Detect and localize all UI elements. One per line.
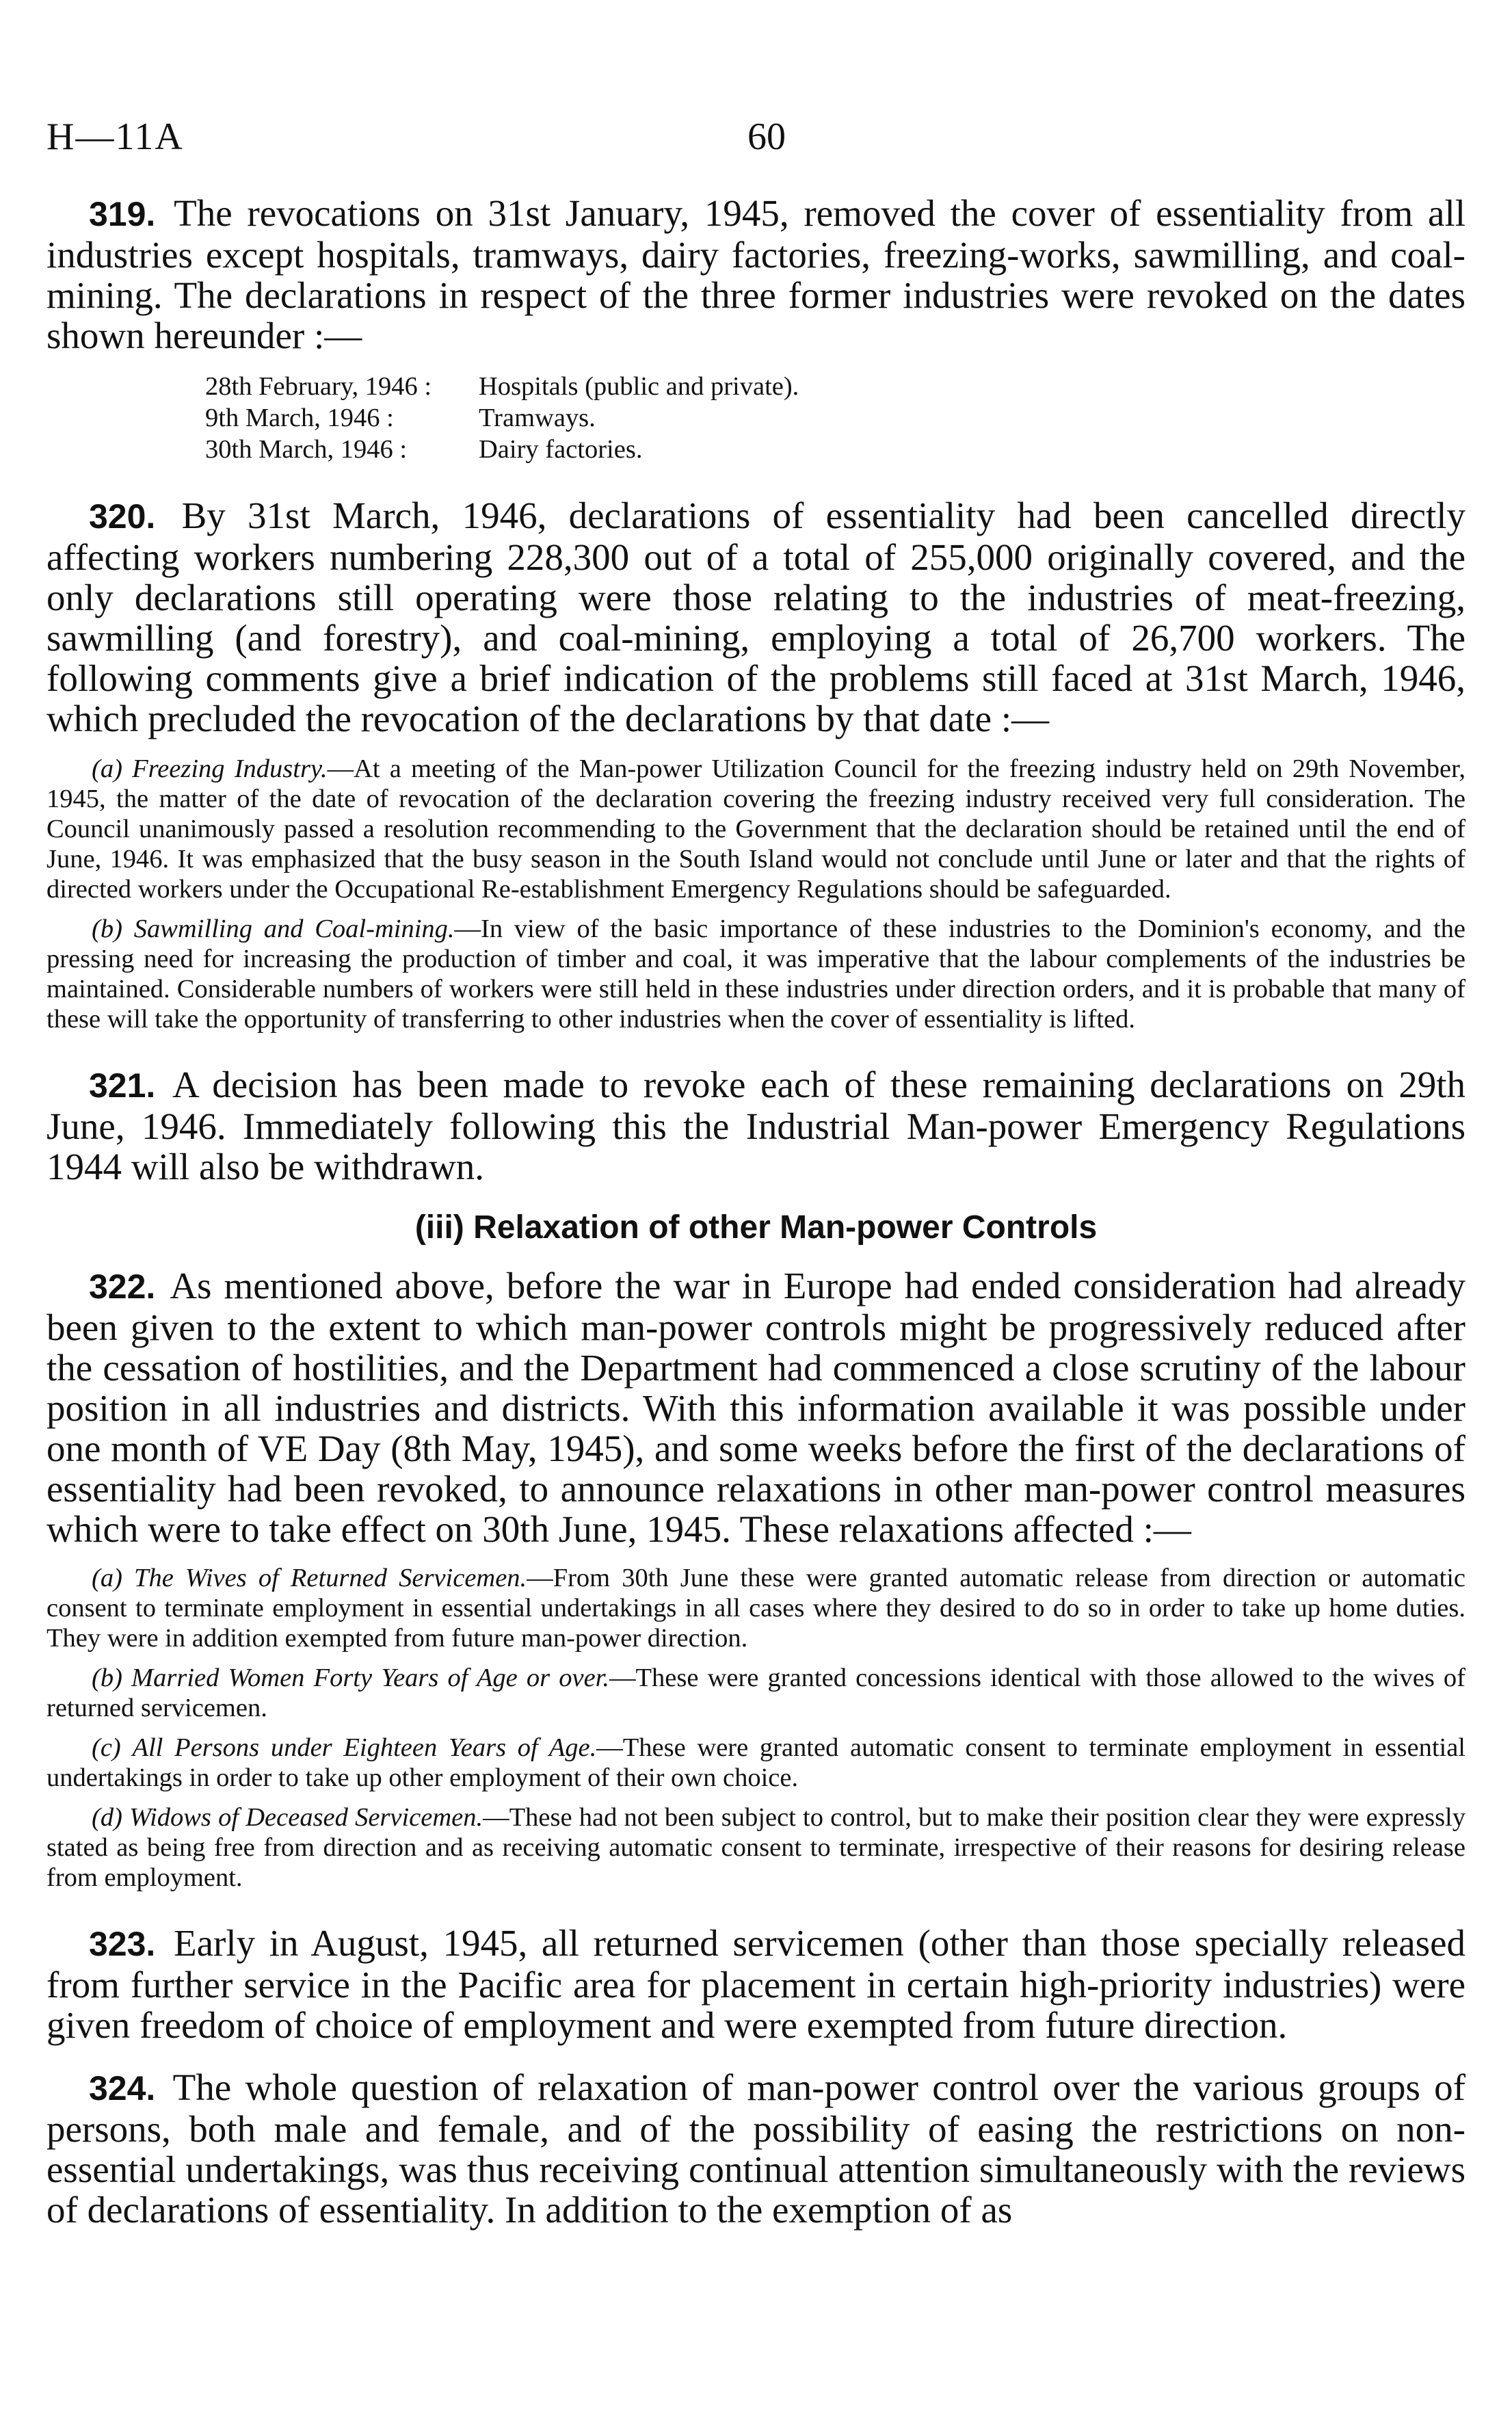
- paragraph-320: [47, 495, 1465, 739]
- paragraph-number: 321.: [89, 1066, 156, 1105]
- paragraph-number: 320.: [89, 497, 156, 536]
- subparagraph-322b: [47, 1663, 1465, 1723]
- subparagraph-320a: [47, 754, 1465, 904]
- page-header: [47, 115, 1469, 170]
- subparagraph-text: —From 30th June these were granted automatic release from direction or automatic consent to terminate employment in essential undertakings in all cases where they desired to do so in order to take up home duties. They were in addition exempted from future man-power direction.: [47, 1564, 1466, 1653]
- revocation-dates-list: [205, 371, 1465, 465]
- paragraph-number: 323.: [89, 1925, 156, 1963]
- paragraph-text: As mentioned above, before the war in Europe had ended consideration had already been given to the extent to which man-power controls might be progressively reduced after the cessation of hostilities, and the Department had commenced a close scrutiny of the labour position in all industries and districts. With this information available it was possible under one month of VE Day (8th May, 1945), and some weeks before the first of the declarations of essentiality had been revoked, to announce relaxations in other man-power control measures which were to take effect on 30th June, 1945. These relaxations affected :—: [47, 1265, 1465, 1550]
- list-item: [205, 371, 1465, 402]
- subparagraph-text: —These had not been subject to control, but to make their position clear they were expressly stated as being free from direction and as receiving automatic consent to terminate, irrespective of their reasons for desiring release from employment.: [47, 1803, 1466, 1892]
- subparagraph-label: (d): [92, 1803, 122, 1832]
- subparagraph-text: —These were granted automatic consent to terminate employment in essential undertakings in order to take up other employment of their own choice.: [47, 1733, 1466, 1792]
- paragraph-324: [47, 2067, 1465, 2230]
- list-item-date: 9th March, 1946 :: [205, 404, 394, 432]
- paragraph-321: [47, 1064, 1465, 1187]
- list-item-date: 30th March, 1946 :: [205, 435, 408, 464]
- paragraph-text: A decision has been made to revoke each of these remaining declarations on 29th June, 1946. Immediately following this the Industrial Man-power Emergency Regulations 1944 will also be withdrawn.: [47, 1064, 1466, 1187]
- paragraph-text: By 31st March, 1946, declarations of essentiality had been cancelled directly affecting workers numbering 228,300 out of a total of 255,000 originally covered, and the only declarations still operating were those relating to the industries of meat-freezing, sawmilling (and forestry), and coal-mining, employing a total of 26,700 workers. The following comments give a brief indication of the problems still faced at 31st March, 1946, which precluded the revocation of the declarations by that date :—: [47, 495, 1466, 739]
- subparagraph-322d: [47, 1802, 1465, 1893]
- subparagraph-title: The Wives of Returned Servicemen.: [134, 1564, 527, 1592]
- page-number: 60: [747, 116, 786, 158]
- paragraph-number: 319.: [89, 195, 156, 233]
- paragraph-text: The whole question of relaxation of man-power control over the various groups of persons, both male and female, and of the possibility of easing the restrictions on non-essential undertakings, was thus receiving continual attention simultaneously with the reviews of declarations of essentiality. In addition to the exemption of as: [47, 2066, 1465, 2231]
- paragraph-text: The revocations on 31st January, 1945, removed the cover of essentiality from all industries except hospitals, tramways, dairy factories, freezing-works, sawmilling, and coal-mining. The declarations in respect of the three former industries were revoked on the dates shown hereunder :—: [47, 192, 1466, 356]
- subparagraph-label: (c): [92, 1733, 121, 1762]
- subparagraph-text: —These were granted concessions identical with those allowed to the wives of returned servicemen.: [47, 1664, 1466, 1722]
- subparagraph-title: Married Women Forty Years of Age or over.: [131, 1664, 610, 1692]
- subparagraph-322c: [47, 1733, 1465, 1793]
- paragraph-number: 322.: [89, 1267, 156, 1306]
- subparagraph-label: (a): [92, 1564, 122, 1592]
- subparagraph-label: (b): [92, 915, 122, 943]
- list-item-text: Dairy factories.: [479, 435, 643, 464]
- list-item: [205, 402, 1465, 434]
- subparagraph-322a: [47, 1563, 1465, 1653]
- document-reference: H—11A: [47, 116, 184, 158]
- subparagraph-320b: [47, 914, 1465, 1034]
- subparagraph-title: Sawmilling and Coal-mining.: [133, 915, 455, 943]
- paragraph-319: [47, 193, 1465, 356]
- section-heading: (iii) Relaxation of other Man-power Controls: [414, 1209, 1098, 1246]
- paragraph-text: Early in August, 1945, all returned servicemen (other than those specially released from further service in the Pacific area for placement in certain high-priority industries) were given freedom of choice of employment and were exempted from future direction.: [47, 1922, 1465, 2046]
- subparagraph-title: All Persons under Eighteen Years of Age.: [132, 1733, 597, 1762]
- subparagraph-title: Widows of Deceased Servicemen.: [129, 1803, 483, 1832]
- subparagraph-title: Freezing Industry.: [132, 754, 328, 783]
- list-item-text: Hospitals (public and private).: [479, 372, 799, 401]
- subparagraph-text: —In view of the basic importance of these industries to the Dominion's economy, and the pressing need for increasing the production of timber and coal, it was imperative that the labour complements of the industries be maintained. Considerable numbers of workers were still held in these industries under direction orders, and it is probable that many of these will take the opportunity of transferring to other industries when the cover of essentiality is lifted.: [47, 915, 1465, 1034]
- paragraph-322: [47, 1265, 1465, 1549]
- subparagraph-label: (a): [92, 754, 122, 783]
- list-item-date: 28th February, 1946 :: [205, 372, 432, 401]
- subparagraph-text: —At a meeting of the Man-power Utilization Council for the freezing industry held on 29th November, 1945, the matter of the date of revocation of the declaration covering the freezing industry received very full consideration. The Council unanimously passed a resolution recommending to the Government that the declaration should be retained until the end of June, 1946. It was emphasized that the busy season in the South Island would not conclude until June or later and that the rights of directed workers under the Occupational Re-establishment Emergency Regulations should be safeguarded.: [47, 754, 1466, 904]
- list-item-text: Tramways.: [479, 404, 596, 432]
- paragraph-323: [47, 1923, 1465, 2045]
- list-item: [205, 434, 1465, 465]
- paragraph-number: 324.: [89, 2069, 156, 2107]
- subparagraph-label: (b): [92, 1664, 122, 1692]
- body-text: [47, 193, 1465, 2252]
